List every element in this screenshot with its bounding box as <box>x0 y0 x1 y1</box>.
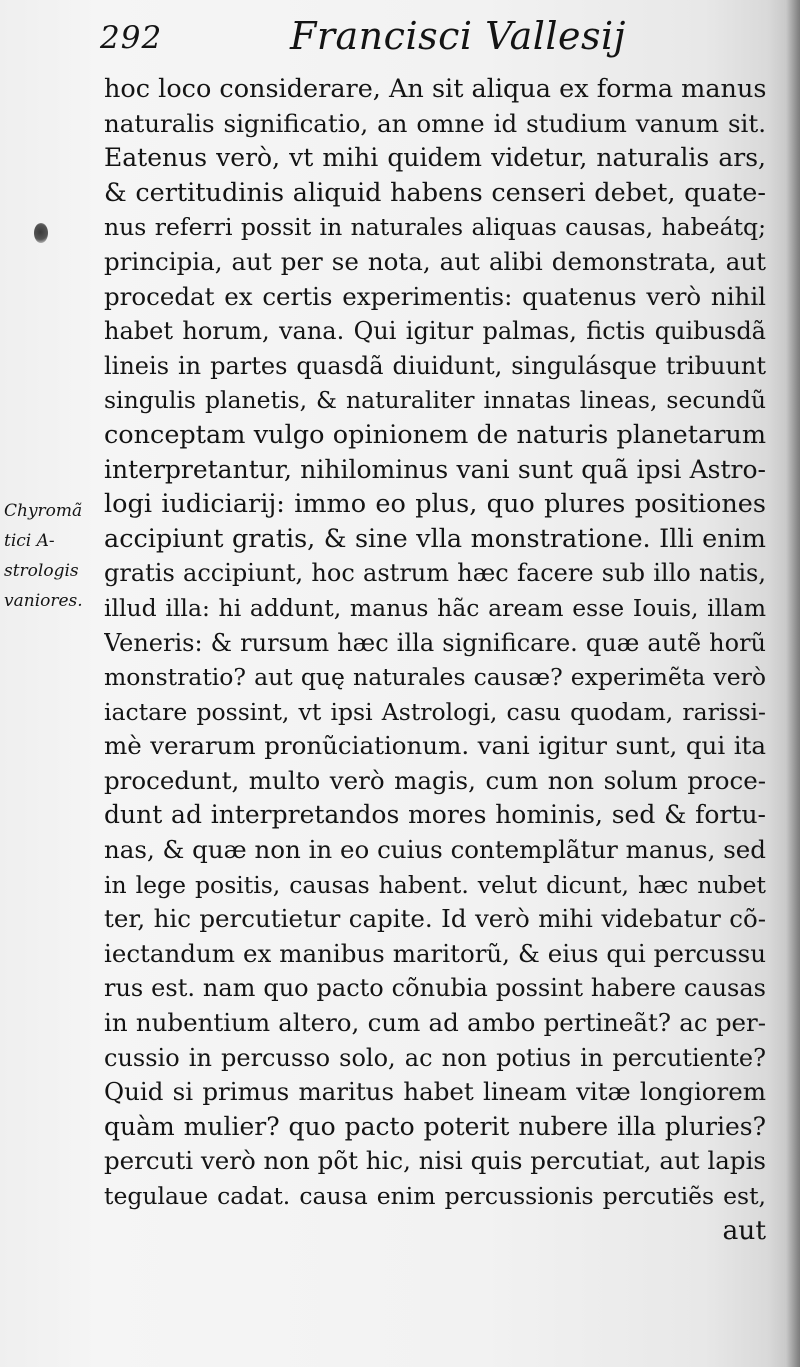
text-line: quàm mulier? quo pacto poterit nubere illa pluries? <box>104 1111 766 1141</box>
text-line: & certitudinis aliquid habens censeri debet, quate- <box>104 177 766 208</box>
text-line: Eatenus verò, vt mihi quidem videtur, naturalis ars, <box>104 143 766 173</box>
catchword: aut <box>722 1214 766 1246</box>
text-line: accipiunt gratis, & sine vlla monstratione. Illi enim <box>104 523 766 554</box>
margin-note-line: Chyromã <box>4 501 83 521</box>
text-line: rus est. nam quo pacto cõnubia possint habere causas <box>104 974 766 1003</box>
text-line: hoc loco considerare, An sit aliqua ex forma manus <box>104 74 766 104</box>
margin-note-line: strologis <box>4 561 79 581</box>
text-line: Veneris: & rursum hæc illa significare. quæ autẽ horũ <box>104 628 766 657</box>
page-edge-shadow <box>786 0 800 1367</box>
running-head: Francisci Vallesij <box>290 14 626 58</box>
text-line: conceptam vulgo opinionem de naturis planetarum <box>104 419 766 450</box>
text-line: cussio in percusso solo, ac non potius in percutiente? <box>104 1043 766 1072</box>
text-line: iectandum ex manibus maritorũ, & eius qui percussu <box>104 938 766 968</box>
body-text <box>104 72 766 1248</box>
text-line: percuti verò non põt hic, nisi quis percutiat, aut lapis <box>104 1146 766 1176</box>
text-line: procedunt, multo verò magis, cum non solum proce- <box>104 765 766 795</box>
text-line: naturalis significatio, an omne id studium vanum sit. <box>104 108 766 138</box>
text-line: habet horum, vana. Qui igitur palmas, fictis quibusdã <box>104 317 766 346</box>
text-line: tegulaue cadat. causa enim percussionis percutiẽs est, <box>104 1182 766 1210</box>
margin-note-line: vaniores. <box>4 591 83 611</box>
text-line: nas, & quæ non in eo cuius contemplãtur manus, sed <box>104 835 766 865</box>
text-line: in lege positis, causas habent. velut dicunt, hæc nubet <box>104 870 766 899</box>
text-line: interpretantur, nihilominus vani sunt quã ipsi Astro- <box>104 454 766 484</box>
text-line: Quid si primus maritus habet lineam vitæ longiorem <box>104 1077 766 1107</box>
text-line: procedat ex certis experimentis: quatenus verò nihil <box>104 281 766 311</box>
margin-note-line: tici A- <box>4 531 55 551</box>
text-line: gratis accipiunt, hoc astrum hæc facere sub illo natis, <box>104 559 766 588</box>
text-line: nus referri possit in naturales aliquas causas, habeátq; <box>104 213 766 242</box>
text-line: principia, aut per se nota, aut alibi demonstrata, aut <box>104 246 766 276</box>
text-line: dunt ad interpretandos mores hominis, sed & fortu- <box>104 800 766 830</box>
text-line: illud illa: hi addunt, manus hãc aream esse Iouis, illam <box>104 593 766 622</box>
text-line: lineis in partes quasdã diuidunt, singulásque tribuunt <box>104 351 766 380</box>
text-line: mè verarum pronũciationum. vani igitur sunt, qui ita <box>104 731 766 761</box>
text-line: ter, hic percutietur capite. Id verò mihi videbatur cõ- <box>104 904 766 934</box>
ink-spot <box>34 223 48 243</box>
text-line: logi iudiciarij: immo eo plus, quo plures positiones <box>104 489 766 520</box>
text-line: in nubentium altero, cum ad ambo pertineãt? ac per- <box>104 1008 766 1038</box>
margin-note <box>4 496 100 616</box>
page-number: 292 <box>100 20 163 56</box>
text-line: monstratio? aut quę naturales causæ? experimẽta verò <box>104 663 766 692</box>
text-line: singulis planetis, & naturaliter innatas lineas, secundũ <box>104 386 766 415</box>
text-line: iactare possint, vt ipsi Astrologi, casu quodam, rarissi- <box>104 697 766 726</box>
